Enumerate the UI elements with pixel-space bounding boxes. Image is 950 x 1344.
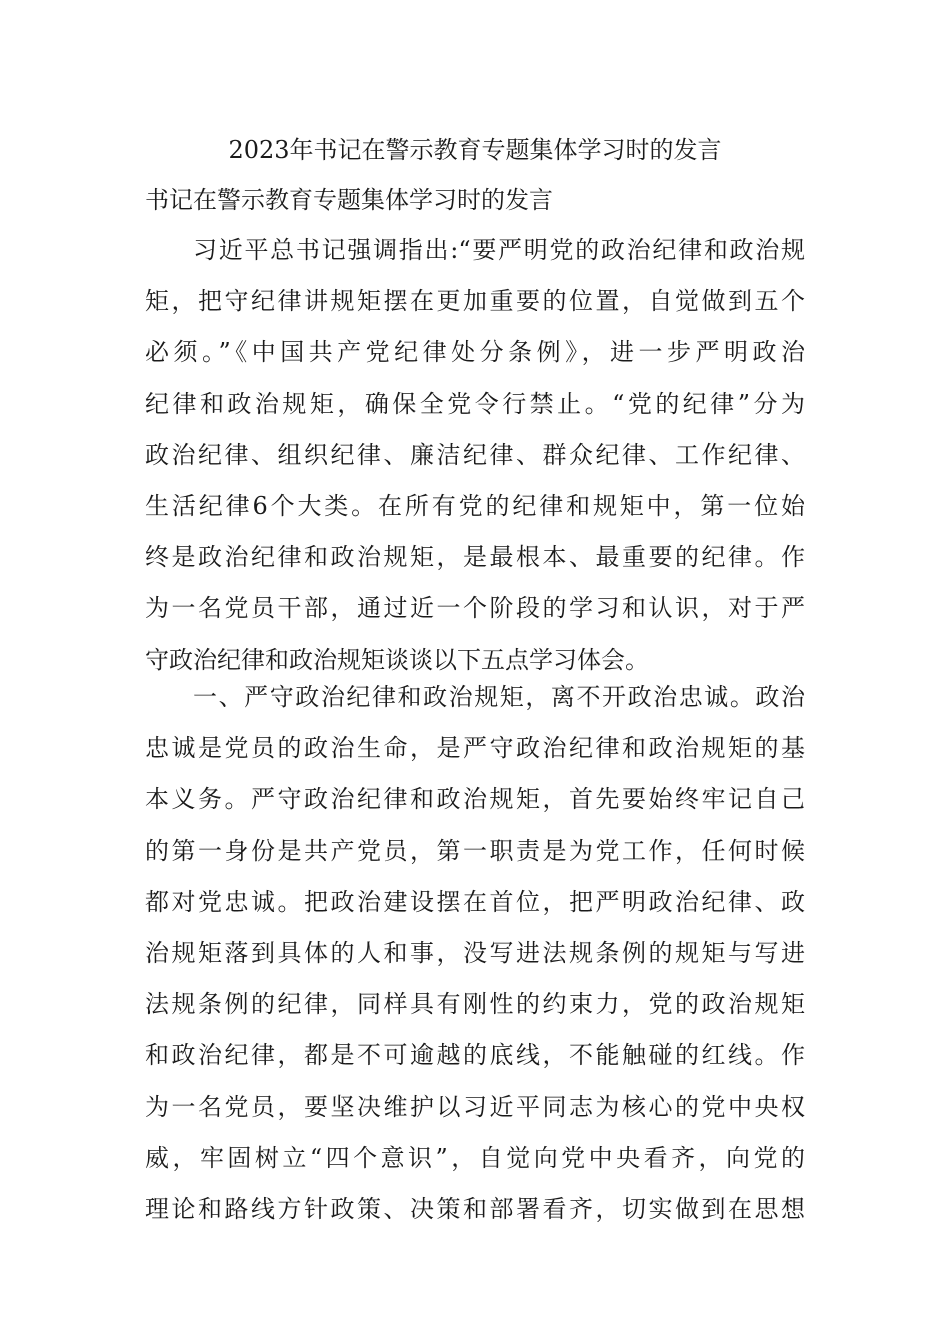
text-line: 本义务。严守政治纪律和政治规矩，首先要始终牢记自己 <box>145 785 805 814</box>
text-line: 为一名党员，要坚决维护以习近平同志为核心的党中央权 <box>145 1092 805 1121</box>
text-line: 为一名党员干部，通过近一个阶段的学习和认识，对于严 <box>145 594 805 623</box>
text-line: 治规矩落到具体的人和事，没写进法规条例的规矩与写进 <box>145 938 805 967</box>
text-line: 必须。”《中国共产党纪律处分条例》，进一步严明政治 <box>145 338 805 367</box>
text-line: 习近平总书记强调指出:“要严明党的政治纪律和政治规 <box>193 236 805 264</box>
text-line: 和政治纪律，都是不可逾越的底线，不能触碰的红线。作 <box>145 1041 805 1070</box>
paragraph-point-one <box>145 672 805 1235</box>
text-line: 都对党忠诚。把政治建设摆在首位，把严明政治纪律、政 <box>145 887 805 916</box>
text-line: 忠诚是党员的政治生命，是严守政治纪律和政治规矩的基 <box>145 734 805 763</box>
document-title: 2023年书记在警示教育专题集体学习时的发言 <box>228 136 722 164</box>
text-line: 法规条例的纪律，同样具有刚性的约束力，党的政治规矩 <box>145 990 805 1019</box>
text-line: 一、严守政治纪律和政治规矩，离不开政治忠诚。政治 <box>193 683 805 711</box>
text-line: 政治纪律、组织纪律、廉洁纪律、群众纪律、工作纪律、 <box>145 440 805 469</box>
text-line: 终是政治纪律和政治规矩，是最根本、最重要的纪律。作 <box>145 543 805 572</box>
paragraph-intro <box>145 225 805 686</box>
text-line: 纪律和政治规矩，确保全党令行禁止。“党的纪律”分为 <box>145 389 805 418</box>
text-line: 理论和路线方针政策、决策和部署看齐，切实做到在思想 <box>145 1194 805 1223</box>
text-line: 守政治纪律和政治规矩谈谈以下五点学习体会。 <box>145 645 649 674</box>
text-line: 生活纪律6个大类。在所有党的纪律和规矩中，第一位始 <box>145 491 805 520</box>
text-line: 威，牢固树立“四个意识”，自觉向党中央看齐，向党的 <box>145 1143 805 1172</box>
text-line: 的第一身份是共产党员，第一职责是为党工作，任何时候 <box>145 836 805 865</box>
document-subtitle: 书记在警示教育专题集体学习时的发言 <box>145 186 553 214</box>
text-line: 矩，把守纪律讲规矩摆在更加重要的位置，自觉做到五个 <box>145 287 805 316</box>
